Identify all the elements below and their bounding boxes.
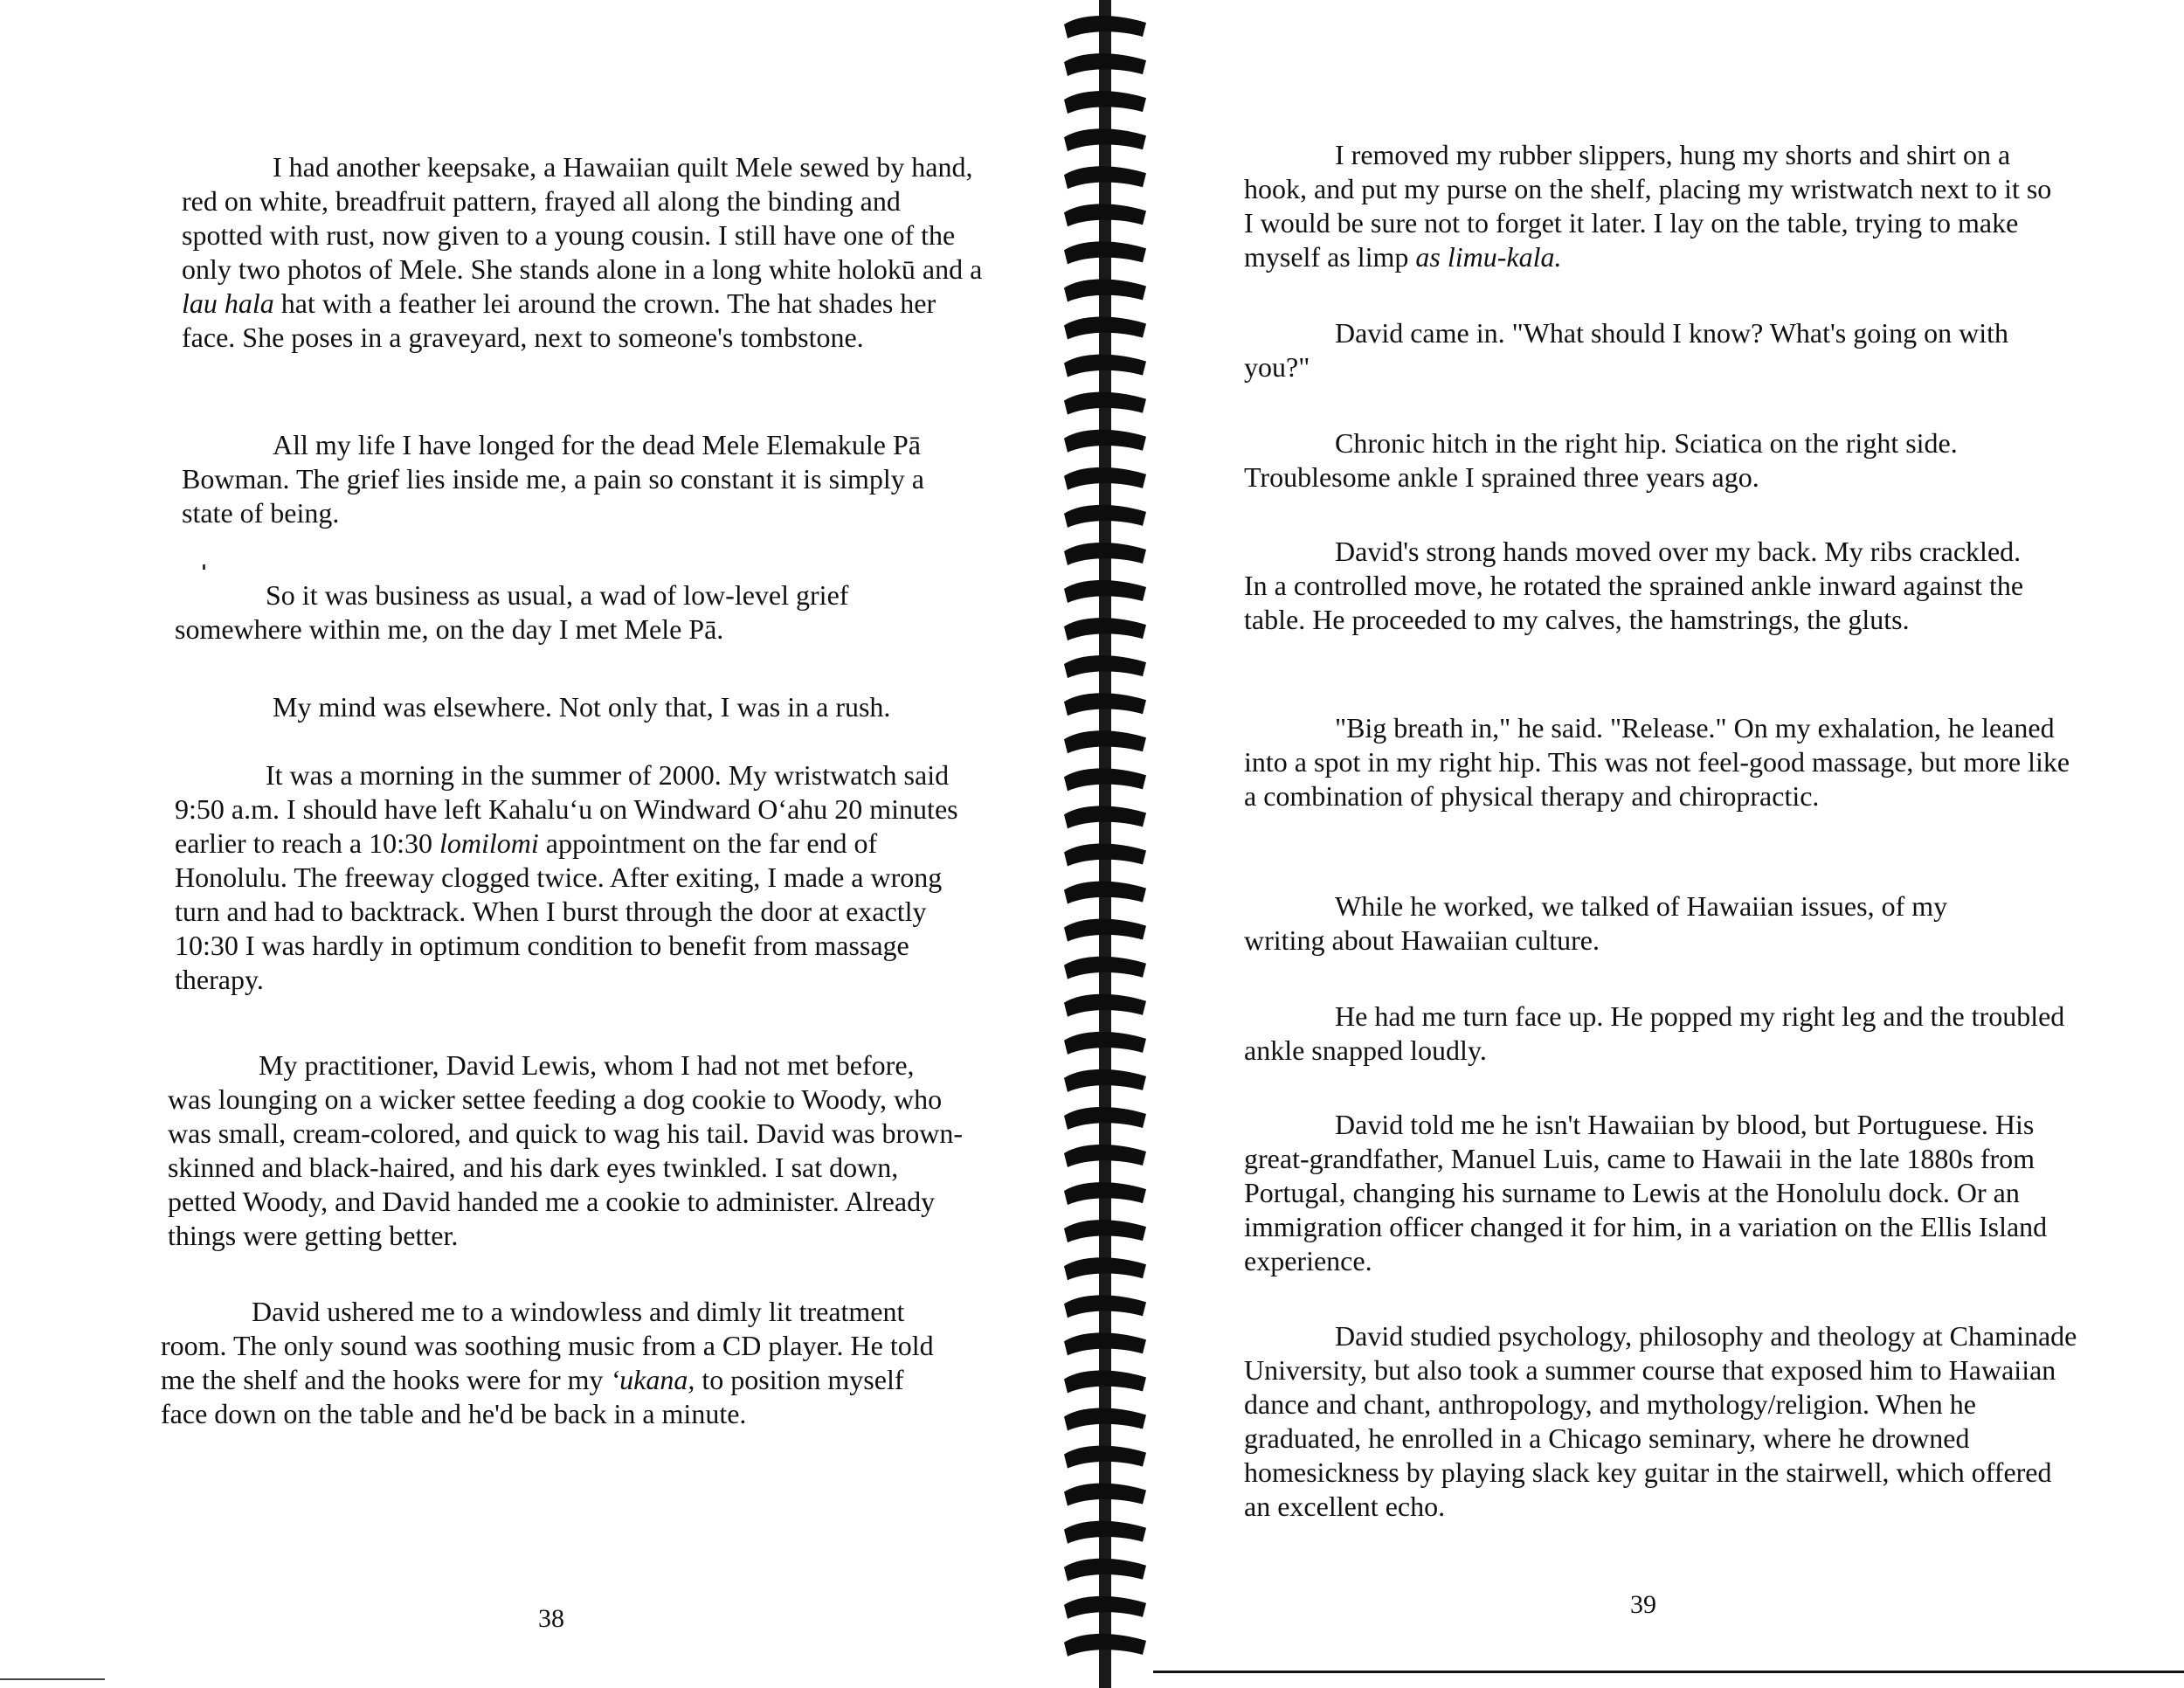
right-paragraph-8 [1244, 1108, 2065, 1278]
right-page [1206, 0, 2184, 1688]
text-run: I removed my rubber slippers, hung my shorts and shirt on a hook, and put my purse on the shelf, placing my wristwatch next to it so I would be sure not to forget it later. I lay on the table, trying to make myself as limp [1244, 139, 2052, 273]
text-run: All my life I have longed for the dead Mele Elemakule Pā Bowman. The grief lies inside me, a pain so constant it is simply a state of being. [182, 429, 924, 529]
page-bottom-edge [1153, 1671, 2184, 1673]
italic-text: lau hala [182, 287, 274, 319]
right-paragraph-6 [1244, 889, 2030, 958]
stray-mark [203, 564, 205, 570]
text-run: I had another keepsake, a Hawaiian quilt Mele sewed by hand, red on white, breadfruit pattern, frayed all along the binding and spotted with rust, now given to a young cousin. I still have one of the only two photos of Mele. She stands alone in a long white holokū and a [182, 151, 983, 285]
left-paragraph-7 [161, 1295, 956, 1431]
right-paragraph-5 [1244, 711, 2083, 813]
text-run: He had me turn face up. He popped my right leg and the troubled ankle snapped loudly. [1244, 1000, 2065, 1066]
page-bottom-edge-left [0, 1678, 105, 1680]
text-run: While he worked, we talked of Hawaiian issues, of my writing about Hawaiian culture. [1244, 890, 1948, 956]
text-run: My mind was elsewhere. Not only that, I was in a rush. [273, 691, 891, 723]
page-number-right: 39 [1630, 1590, 1656, 1619]
page-number-left: 38 [538, 1604, 564, 1633]
right-paragraph-4 [1244, 535, 2030, 637]
left-page [0, 0, 1031, 1688]
right-paragraph-9 [1244, 1319, 2083, 1524]
text-run: to position myself face down on the table and he'd be back in a minute. [161, 1364, 904, 1429]
italic-text: lomilomi [439, 827, 539, 859]
left-paragraph-4 [182, 690, 1020, 724]
italic-text: as limu-kala. [1415, 241, 1562, 273]
italic-text: ‘ukana, [610, 1364, 695, 1395]
left-paragraph-5 [175, 758, 970, 997]
text-run: My practitioner, David Lewis, whom I had not met before, was lounging on a wicker settee feeding a dog cookie to Woody, who was small, cream-colored, and quick to wag his tail. David was brown-skinned and black-haired, and his dark eyes twinkled. I sat down, petted Woody, and David handed me a cookie to administer. Already things were getting better. [168, 1049, 963, 1251]
text-run: "Big breath in," he said. "Release." On my exhalation, he leaned into a spot in my right hip. This was not feel-good massage, but more like a combination of physical therapy and chiropractic. [1244, 712, 2070, 812]
text-run: David told me he isn't Hawaiian by blood, but Portuguese. His great-grandfather, Manuel Luis, came to Hawaii in the late 1880s from Portugal, changing his surname to Lewis at the Honolulu dock. Or an immigration officer changed it for him, in a variation on the Ellis Island experience. [1244, 1109, 2048, 1276]
left-paragraph-3 [175, 578, 970, 647]
right-paragraph-3 [1244, 426, 2065, 495]
text-run: David ushered me to a windowless and dimly lit treatment room. The only sound was soothing music from a CD player. He told me the shelf and the hooks were for my [161, 1296, 934, 1395]
right-paragraph-2 [1244, 316, 2065, 384]
left-paragraph-1 [182, 150, 985, 355]
text-run: David's strong hands moved over my back. My ribs crackled. In a controlled move, he rotated the sprained ankle inward against the table. He proceeded to my calves, the hamstrings, the gluts. [1244, 536, 2024, 635]
spiral-binding [1048, 0, 1162, 1688]
text-run: hat with a feather lei around the crown. The hat shades her face. She poses in a graveyard, next to someone's tombstone. [182, 287, 936, 353]
text-run: appointment on the far end of Honolulu. The freeway clogged twice. After exiting, I made a wrong turn and had to backtrack. When I burst through the door at exactly 10:30 I was hardly in optimum condition to benefit from massage therapy. [175, 827, 943, 995]
left-paragraph-2 [182, 428, 977, 530]
text-run: David studied psychology, philosophy and theology at Chaminade University, but also took a summer course that exposed him to Hawaiian dance and chant, anthropology, and mythology/religion. When he graduated, he enrolled in a Chicago seminary, where he drowned homesickness by playing slack key guitar in the stairwell, which offered an excellent echo. [1244, 1320, 2077, 1522]
right-paragraph-1 [1244, 138, 2065, 274]
text-run: It was a morning in the summer of 2000. My wristwatch said 9:50 a.m. I should have left Kahalu‘u on Windward O‘ahu 20 minutes earlier to reach a 10:30 [175, 759, 958, 859]
right-paragraph-7 [1244, 1000, 2065, 1068]
left-paragraph-6 [168, 1048, 963, 1253]
text-run: Chronic hitch in the right hip. Sciatica on the right side. Troublesome ankle I sprained three years ago. [1244, 427, 1958, 493]
text-run: David came in. "What should I know? What's going on with you?" [1244, 317, 2008, 383]
text-run: So it was business as usual, a wad of low-level grief somewhere within me, on the day I met Mele Pā. [175, 579, 849, 645]
